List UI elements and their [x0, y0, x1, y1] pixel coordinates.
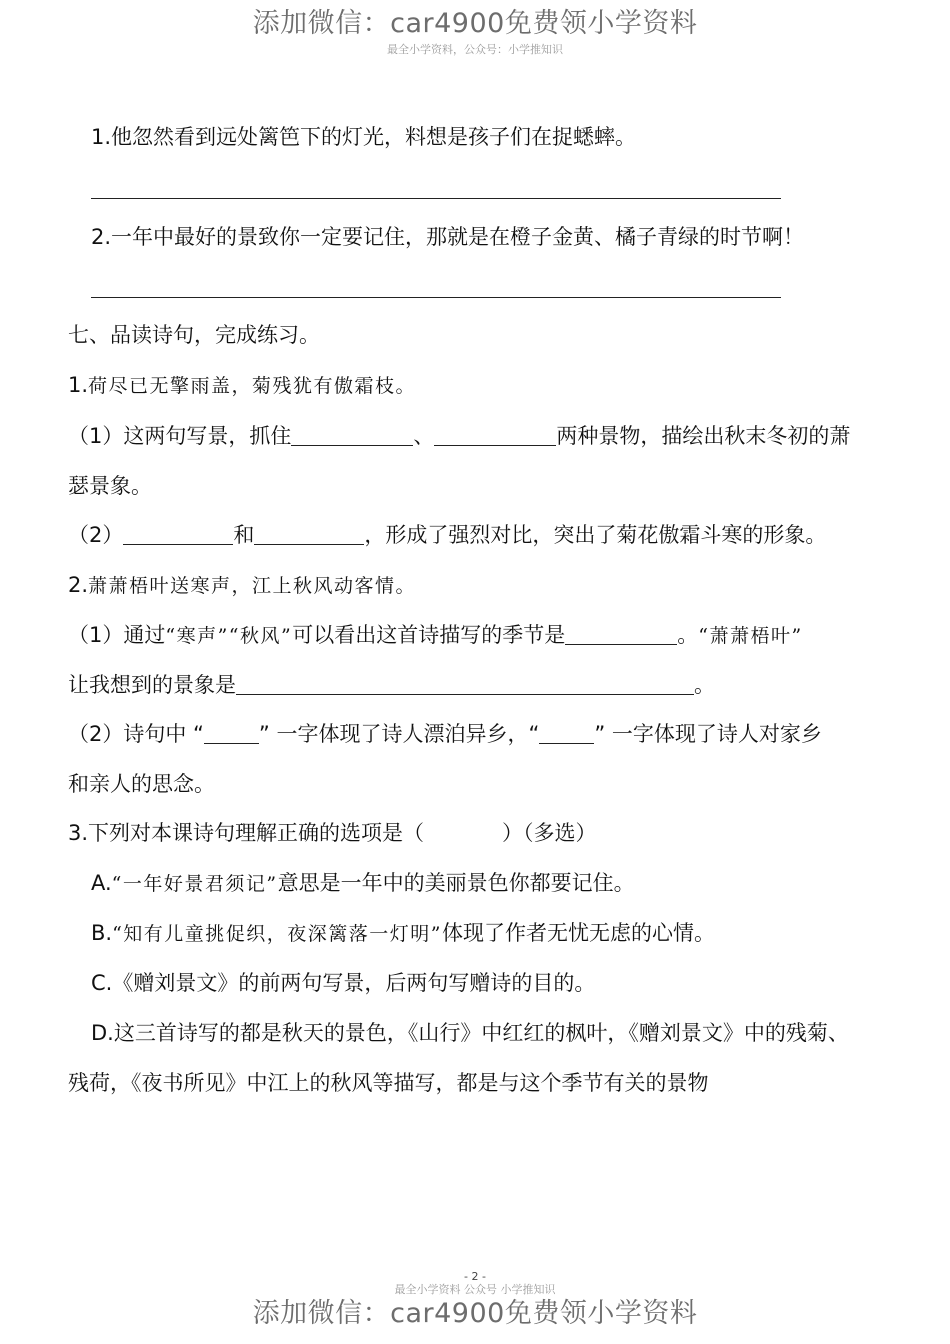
- poem-1-question-1-cont: 瑟景象。: [68, 474, 152, 498]
- item-number: 1.: [68, 373, 89, 397]
- option-a: [91, 868, 635, 899]
- verse-text: 荷尽已无擎雨盖，菊残犹有傲霜枝。: [88, 375, 417, 397]
- poem-2-question-1-cont: [68, 670, 715, 700]
- quoted-text: “寒声”“秋风”: [165, 625, 293, 647]
- question-text: （2）诗句中 “: [68, 722, 204, 746]
- question-text: 和: [233, 523, 255, 547]
- question-text: （1）通过: [68, 623, 166, 647]
- question-text: 、: [413, 424, 435, 448]
- fill-blank[interactable]: [254, 524, 364, 545]
- option-c: C.《赠刘景文》的前两句写景，后两句写赠诗的目的。: [91, 971, 596, 995]
- question-text: ” 一字体现了诗人对家乡: [594, 722, 822, 746]
- poem-2-question-1: [68, 620, 803, 651]
- question-text: 两种景物，描绘出秋末冬初的萧: [556, 424, 851, 448]
- option-d-cont: 残荷，《夜书所见》中江上的秋风等描写，都是与这个季节有关的景物: [68, 1071, 709, 1095]
- page-number: - 2 -: [464, 1270, 486, 1283]
- poem-2-question-2: [68, 719, 822, 749]
- question-text: （2）: [68, 523, 124, 547]
- question-text: 让我想到的景象是: [68, 673, 236, 697]
- question-text: ）（多选）: [502, 821, 597, 845]
- option-b: [91, 918, 715, 949]
- fill-blank[interactable]: [236, 674, 694, 695]
- quoted-text: “知有儿童挑促织，夜深篱落一灯明”: [112, 923, 443, 945]
- fill-blank[interactable]: [291, 425, 413, 446]
- watermark-banner-top: 添加微信：car4900免费领小学资料: [252, 8, 698, 39]
- fill-blank[interactable]: [565, 624, 677, 645]
- fill-blank[interactable]: [539, 723, 594, 744]
- poem-2-verse: [68, 570, 416, 601]
- fill-blank[interactable]: [204, 723, 259, 744]
- question-text: 可以看出这首诗描写的季节是: [292, 623, 566, 647]
- question-text: 3.下列对本课诗句理解正确的选项是（: [68, 821, 425, 845]
- sentence-2: 2.一年中最好的景致你一定要记住，那就是在橙子金黄、橘子青绿的时节啊！: [91, 225, 805, 249]
- option-text: 意思是一年中的美丽景色你都要记住。: [277, 871, 635, 895]
- faint-header-text: 最全小学资料，公众号：小学推知识: [387, 43, 563, 56]
- option-label: B.: [91, 921, 113, 945]
- poem-1-question-1: [68, 421, 850, 451]
- item-number: 2.: [68, 573, 89, 597]
- option-text: 体现了作者无忧无虑的心情。: [442, 921, 716, 945]
- poem-2-question-2-cont: 和亲人的思念。: [68, 772, 215, 796]
- answer-line-2: [91, 297, 781, 298]
- question-text: ” 一字体现了诗人漂泊异乡，“: [258, 722, 540, 746]
- poem-1-question-2: [68, 520, 826, 550]
- fill-blank[interactable]: [434, 425, 556, 446]
- question-text: 。: [694, 673, 715, 697]
- option-label: A.: [91, 871, 112, 895]
- verse-text: 萧萧梧叶送寒声，江上秋风动客情。: [88, 575, 417, 597]
- answer-line-1: [91, 198, 781, 199]
- poem-1-verse: [68, 370, 416, 401]
- faint-footer-text: 最全小学资料 公众号 小学推知识: [394, 1283, 556, 1296]
- question-text: 。: [677, 623, 699, 647]
- sentence-1: 1.他忽然看到远处篱笆下的灯光，料想是孩子们在捉蟋蟀。: [91, 125, 637, 149]
- watermark-banner-bottom: 添加微信：car4900免费领小学资料: [252, 1298, 698, 1329]
- quoted-text: “一年好景君须记”: [111, 873, 278, 895]
- fill-blank[interactable]: [123, 524, 233, 545]
- option-d: D.这三首诗写的都是秋天的景色，《山行》中红红的枫叶，《赠刘景文》中的残菊、: [91, 1021, 849, 1045]
- question-text: ，形成了强烈对比，突出了菊花傲霜斗寒的形象。: [364, 523, 827, 547]
- quoted-text: “萧萧梧叶”: [698, 625, 803, 647]
- section-heading: 七、品读诗句，完成练习。: [68, 323, 320, 347]
- question-3-stem: [68, 818, 597, 848]
- question-text: （1）这两句写景，抓住: [68, 424, 292, 448]
